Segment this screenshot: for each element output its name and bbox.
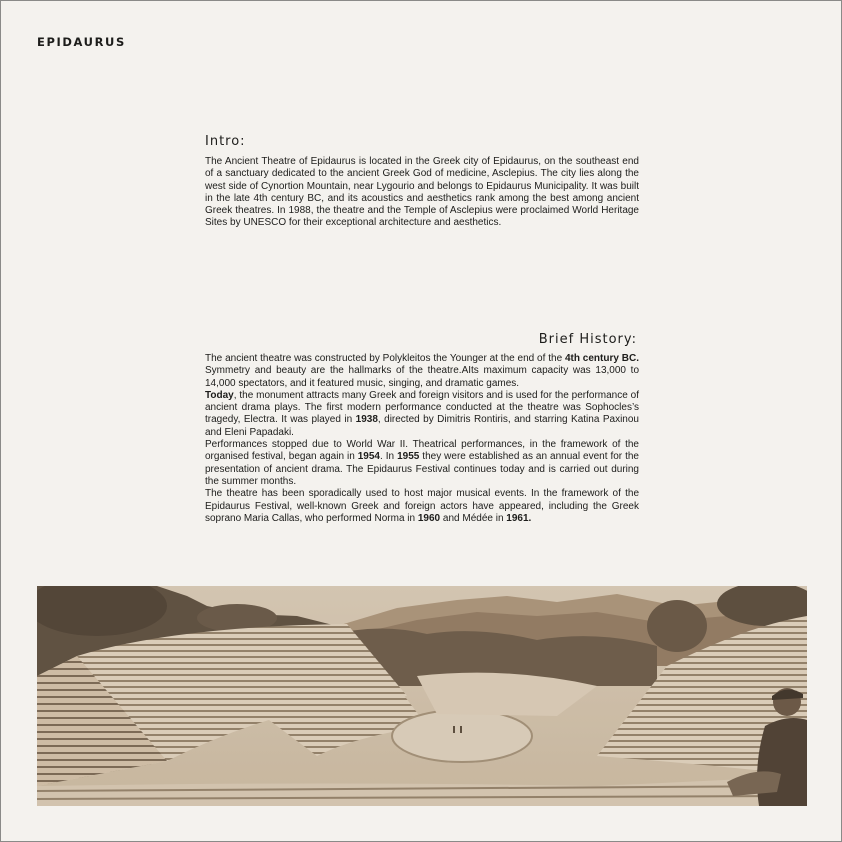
history-text: The ancient theatre was constructed by Polykleitos the Younger at the end of the	[205, 353, 565, 364]
history-text: Performances stopped due to World War II. Theatrical performances, in the framework of the organised festival, began again in	[205, 439, 639, 463]
history-paragraph-4	[205, 488, 639, 525]
history-highlight: 1954	[357, 451, 380, 463]
brand-title: EPIDAURUS	[37, 35, 126, 49]
history-highlight: 1955	[397, 451, 420, 463]
history-section	[205, 353, 639, 525]
history-text: . In	[380, 451, 398, 463]
history-highlight: 4th century BC.	[564, 353, 639, 364]
theatre-photo	[37, 586, 807, 806]
intro-paragraph: The Ancient Theatre of Epidaurus is located in the Greek city of Epidaurus, on the southeast end of a sanctuary dedicated to the ancient Greek God of medicine, Asclepius. The city lies along the west side of Cynortion Mountain, near Lygourio and belongs to Epidaurus Municipality. It was built in the late 4th century BC, and its acoustics and aesthetics rank among the best among ancient Greek theatres. In 1988, the theatre and the Temple of Asclepius were proclaimed World Heritage Sites by UNESCO for their exceptional architecture and aesthetics.	[205, 156, 639, 229]
history-heading: Brief History:	[538, 332, 637, 347]
history-highlight: Today	[205, 389, 234, 401]
history-paragraph-3	[205, 439, 639, 488]
history-paragraph-1	[205, 353, 639, 390]
history-text: they were established as an annual event for the presentation of ancient drama. The Epidaurus Festival continues today and is carried out during the summer months.	[205, 451, 639, 487]
history-highlight: 1961.	[506, 512, 532, 524]
history-highlight: 1938	[355, 414, 378, 426]
history-paragraph-2	[205, 390, 639, 439]
history-text: Symmetry and beauty are the hallmarks of the theatre.AIts maximum capacity was 13,000 to 14,000 spectators, and it featured music, singing, and dramatic games.	[205, 365, 639, 389]
history-text: , the monument attracts many Greek and foreign visitors and is used for the performance of ancient drama plays. The first modern performance conducted at the theatre was Sophocles’s tragedy, Electra. It was played in	[205, 389, 639, 426]
history-text: and Médée in	[440, 512, 507, 524]
history-highlight: 1960	[417, 512, 441, 524]
history-text: , directed by Dimitris Rontiris, and starring Katina Paxinou and Eleni Papadaki.	[205, 414, 639, 438]
history-text: The theatre has been sporadically used to host major musical events. In the framework of the Epidaurus Festival, well-known Greek and foreign actors have appeared, including the Greek soprano Maria Callas, who performed Norma in	[205, 488, 639, 524]
intro-heading: Intro:	[205, 134, 246, 149]
